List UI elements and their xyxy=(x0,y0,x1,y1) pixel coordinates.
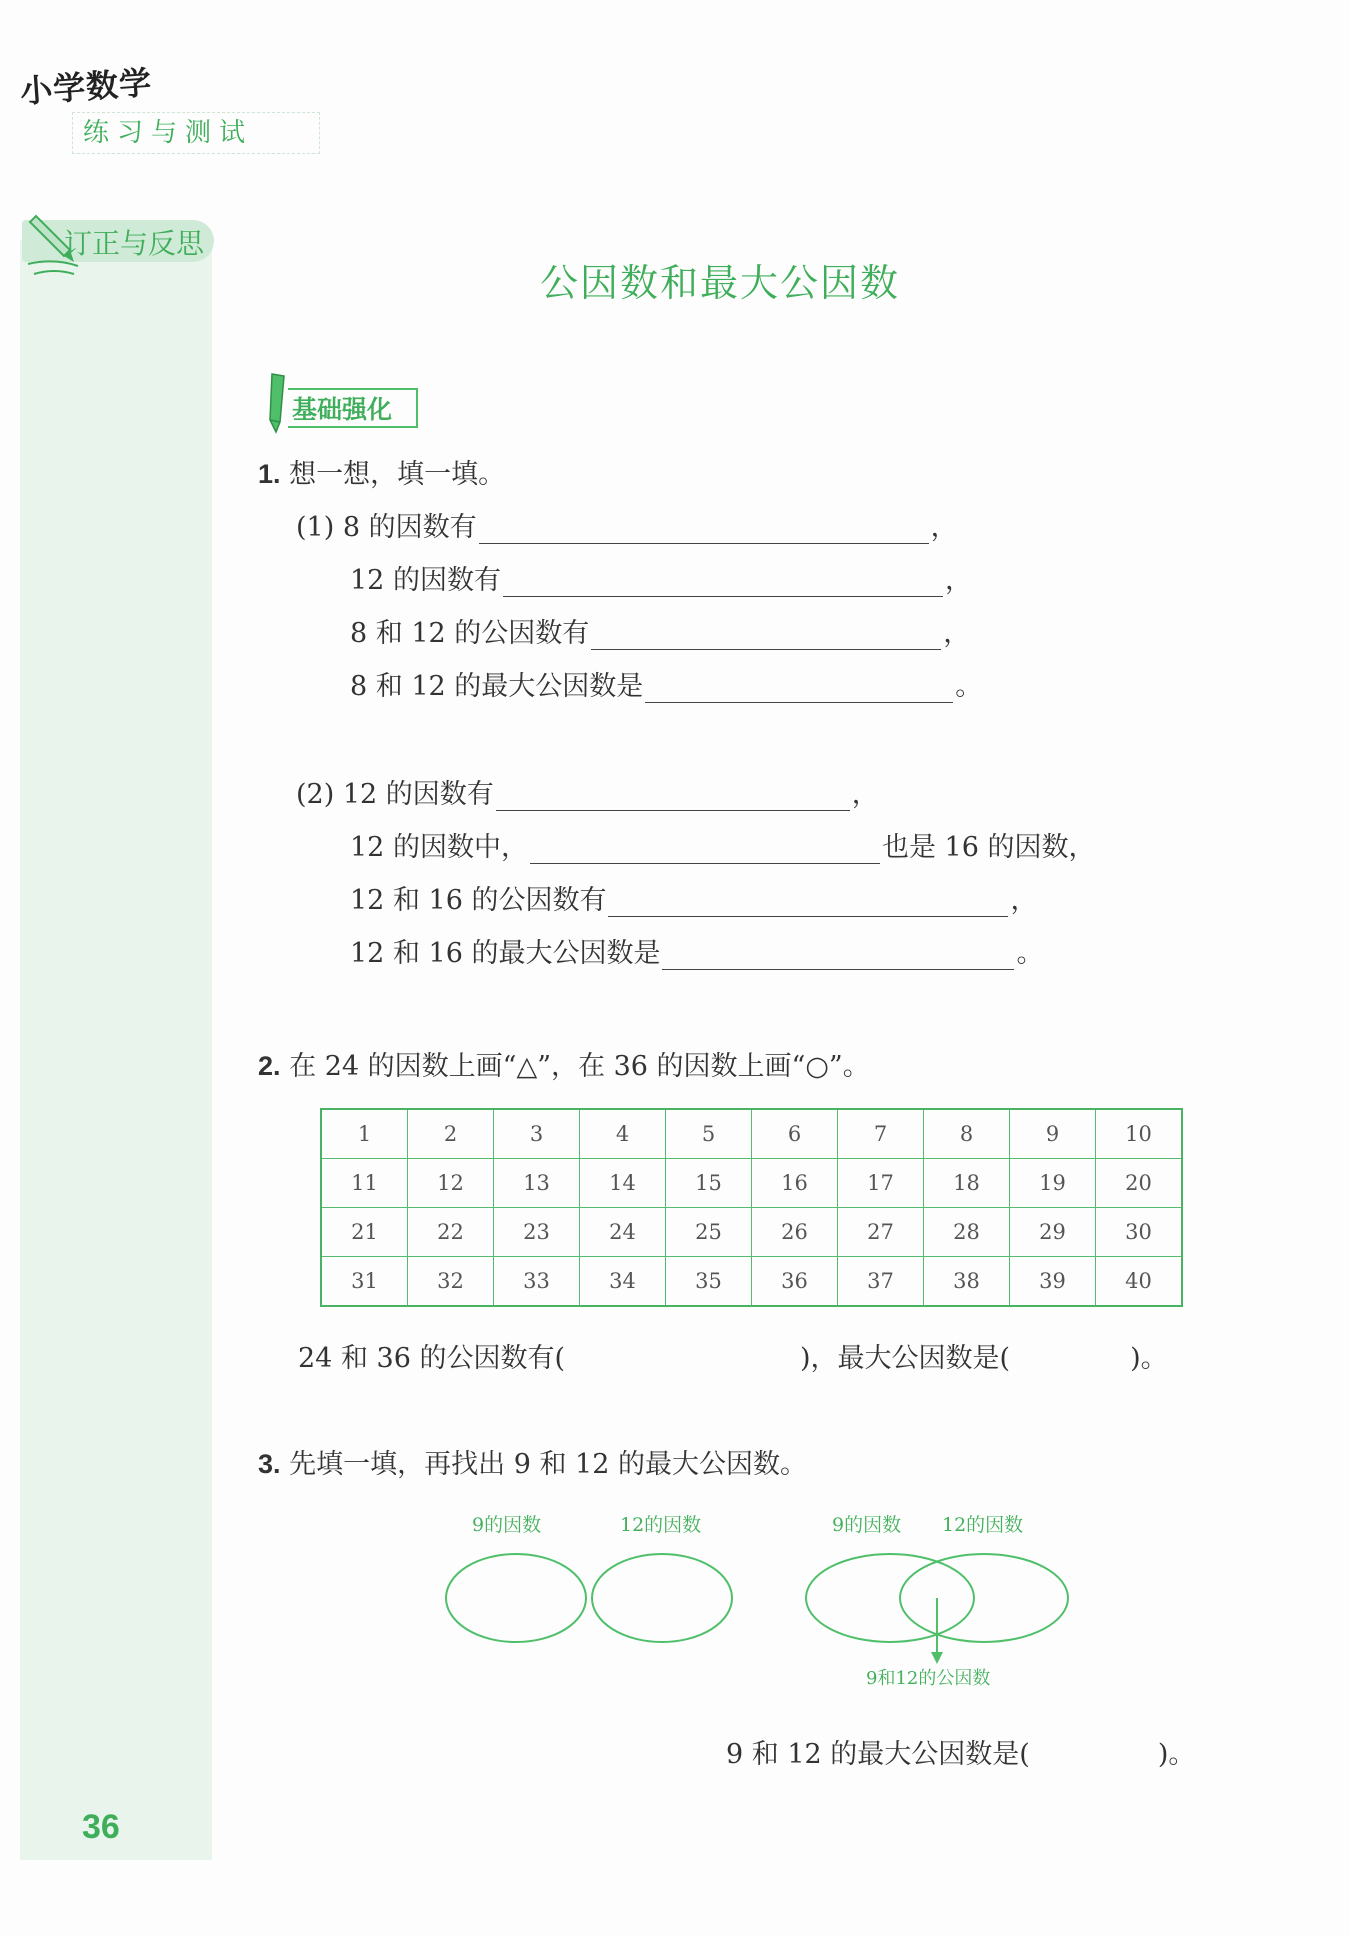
grid-cell[interactable]: 5 xyxy=(666,1109,752,1159)
q1-2-line3: 12 和 16 的公因数有 ， xyxy=(350,885,1038,916)
answer-blank[interactable] xyxy=(479,517,929,544)
arrow-head-icon xyxy=(931,1652,943,1664)
q1-2-line1: (2) 12 的因数有 ， xyxy=(296,779,879,810)
venn-left-label-9: 9的因数 xyxy=(472,1514,542,1536)
grid-cell[interactable]: 19 xyxy=(1010,1159,1096,1208)
q1-1-line3: 8 和 12 的公因数有 ， xyxy=(350,618,971,649)
grid-cell[interactable]: 7 xyxy=(838,1109,924,1159)
number-grid xyxy=(320,1108,1183,1307)
q1-1-line1: (1) 8 的因数有 ， xyxy=(296,512,958,543)
grid-cell[interactable]: 27 xyxy=(838,1208,924,1257)
answer-blank[interactable] xyxy=(591,623,941,650)
grid-row xyxy=(321,1109,1182,1159)
sidebar-label: 订正与反思 xyxy=(64,227,205,260)
grid-cell[interactable]: 36 xyxy=(752,1257,838,1307)
grid-cell[interactable]: 37 xyxy=(838,1257,924,1307)
grid-cell[interactable]: 20 xyxy=(1096,1159,1183,1208)
q2-answer: 24 和 36 的公因数有( )，最大公因数是( )。 xyxy=(298,1343,1168,1374)
grid-cell[interactable]: 8 xyxy=(924,1109,1010,1159)
q1-1-line4: 8 和 12 的最大公因数是 。 xyxy=(350,671,983,702)
grid-row xyxy=(321,1257,1182,1307)
q3-prompt: 3. 先填一填，再找出 9 和 12 的最大公因数。 xyxy=(258,1449,807,1480)
answer-blank[interactable] xyxy=(496,784,850,811)
grid-cell[interactable]: 25 xyxy=(666,1208,752,1257)
grid-cell[interactable]: 16 xyxy=(752,1159,838,1208)
q1-1-line2: 12 的因数有 ， xyxy=(350,565,972,596)
grid-cell[interactable]: 39 xyxy=(1010,1257,1096,1307)
grid-cell[interactable]: 11 xyxy=(321,1159,408,1208)
venn-circle-12[interactable] xyxy=(900,1554,1068,1642)
grid-cell[interactable]: 29 xyxy=(1010,1208,1096,1257)
grid-cell[interactable]: 30 xyxy=(1096,1208,1183,1257)
venn-right-label-9: 9的因数 xyxy=(832,1514,902,1536)
grid-cell[interactable]: 18 xyxy=(924,1159,1010,1208)
grid-row xyxy=(321,1159,1182,1208)
ellipse-12-factors[interactable] xyxy=(592,1554,732,1642)
grid-cell[interactable]: 2 xyxy=(408,1109,494,1159)
grid-cell[interactable]: 14 xyxy=(580,1159,666,1208)
grid-cell[interactable]: 31 xyxy=(321,1257,408,1307)
q1-prompt: 1. 想一想，填一填。 xyxy=(258,459,506,490)
ellipse-9-factors[interactable] xyxy=(446,1554,586,1642)
brand-subtitle: 练习与测试 xyxy=(72,112,320,154)
reflection-sidebar xyxy=(20,240,212,1860)
grid-cell[interactable]: 6 xyxy=(752,1109,838,1159)
q3-answer: 9 和 12 的最大公因数是( )。 xyxy=(726,1739,1196,1770)
q1-2-line4: 12 和 16 的最大公因数是 。 xyxy=(350,938,1044,969)
answer-blank[interactable] xyxy=(608,890,1008,917)
venn-circle-9[interactable] xyxy=(806,1554,974,1642)
grid-cell[interactable]: 3 xyxy=(494,1109,580,1159)
grid-cell[interactable]: 40 xyxy=(1096,1257,1183,1307)
venn-right-label-12: 12的因数 xyxy=(942,1514,1024,1536)
grid-cell[interactable]: 4 xyxy=(580,1109,666,1159)
answer-blank[interactable] xyxy=(530,837,880,864)
grid-cell[interactable]: 17 xyxy=(838,1159,924,1208)
q1-2-line2: 12 的因数中， 也是 16 的因数， xyxy=(350,832,1096,863)
answer-blank[interactable] xyxy=(662,943,1014,970)
answer-blank[interactable] xyxy=(645,676,953,703)
grid-cell[interactable]: 33 xyxy=(494,1257,580,1307)
venn-common-label: 9和12的公因数 xyxy=(866,1668,991,1689)
grid-cell[interactable]: 32 xyxy=(408,1257,494,1307)
answer-blank[interactable] xyxy=(503,570,943,597)
grid-cell[interactable]: 28 xyxy=(924,1208,1010,1257)
grid-cell[interactable]: 26 xyxy=(752,1208,838,1257)
page-title: 公因数和最大公因数 xyxy=(539,261,900,305)
grid-row xyxy=(321,1208,1182,1257)
grid-cell[interactable]: 23 xyxy=(494,1208,580,1257)
grid-cell[interactable]: 1 xyxy=(321,1109,408,1159)
grid-cell[interactable]: 22 xyxy=(408,1208,494,1257)
grid-cell[interactable]: 9 xyxy=(1010,1109,1096,1159)
grid-cell[interactable]: 13 xyxy=(494,1159,580,1208)
q2-prompt: 2. 在 24 的因数上画“△”，在 36 的因数上画“○”。 xyxy=(258,1051,870,1082)
section-label: 基础强化 xyxy=(288,388,418,428)
grid-cell[interactable]: 21 xyxy=(321,1208,408,1257)
grid-cell[interactable]: 12 xyxy=(408,1159,494,1208)
grid-cell[interactable]: 24 xyxy=(580,1208,666,1257)
brand-title: 小学数学 xyxy=(18,63,154,111)
grid-cell[interactable]: 38 xyxy=(924,1257,1010,1307)
grid-cell[interactable]: 15 xyxy=(666,1159,752,1208)
page-number: 36 xyxy=(82,1808,120,1846)
grid-cell[interactable]: 10 xyxy=(1096,1109,1183,1159)
grid-cell[interactable]: 35 xyxy=(666,1257,752,1307)
venn-left-label-12: 12的因数 xyxy=(620,1514,702,1536)
grid-cell[interactable]: 34 xyxy=(580,1257,666,1307)
